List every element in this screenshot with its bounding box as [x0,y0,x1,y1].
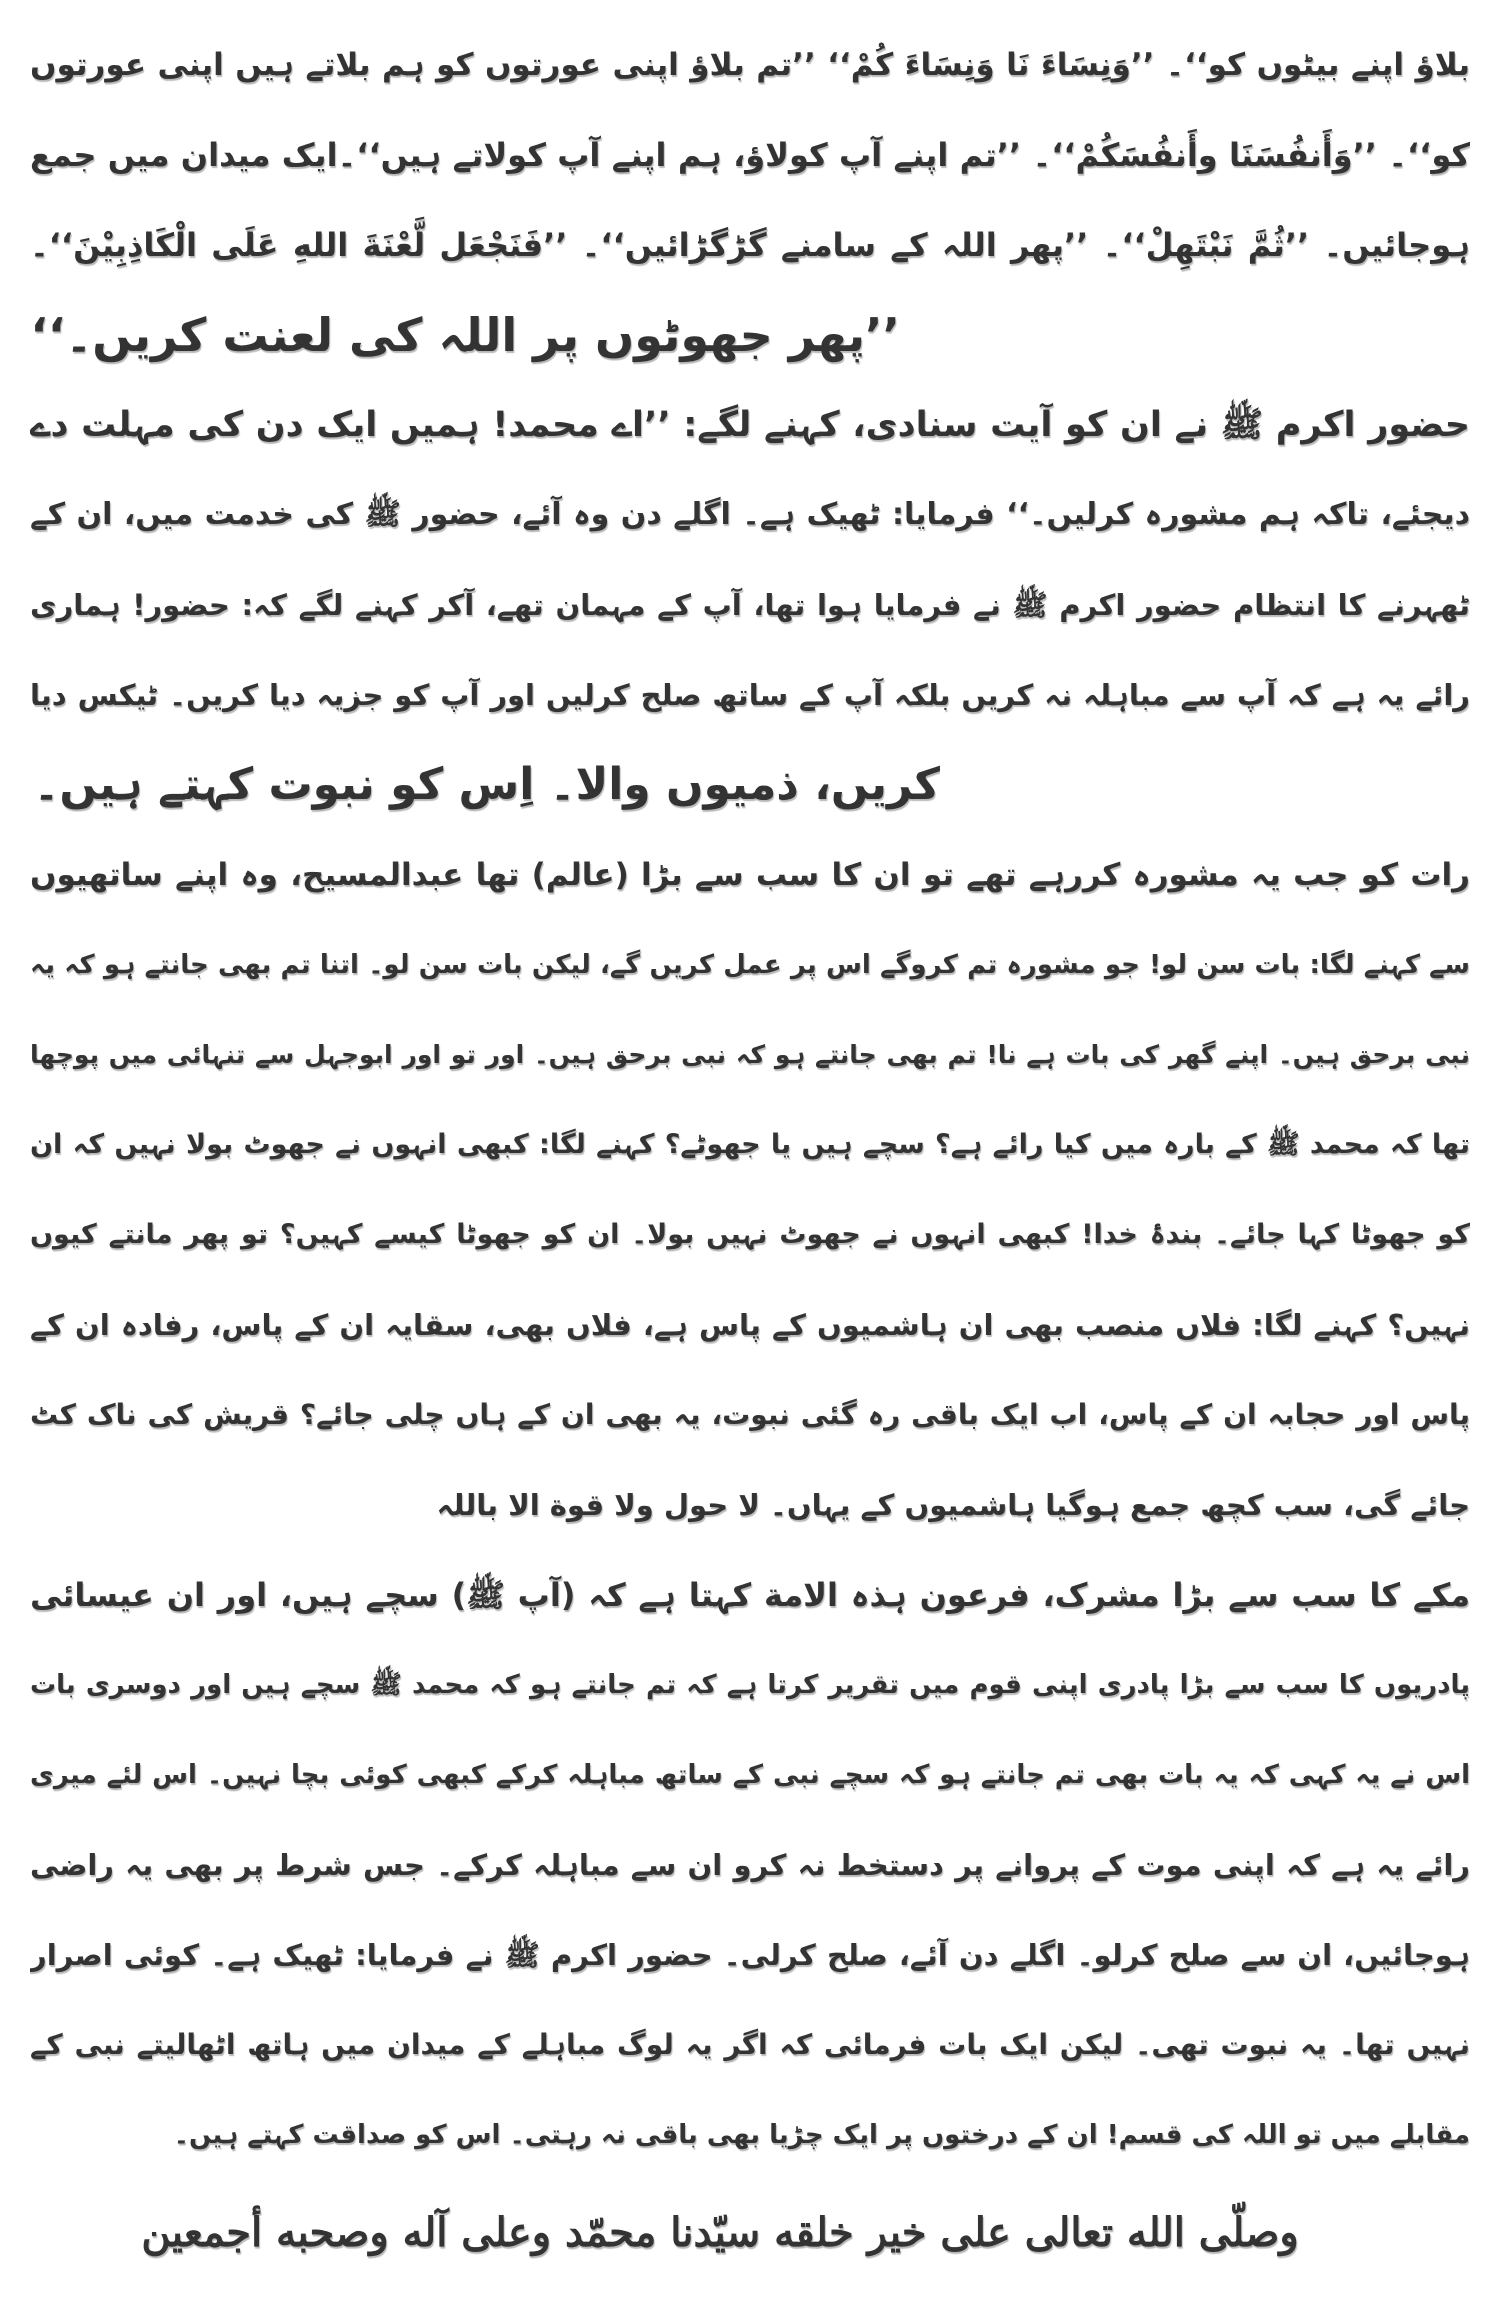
text-line: جائے گی، سب کچھ جمع ہوگیا ہاشمیوں کے یہاں۔ لا حول ولا قوة الا باللہ [436,1488,1470,1522]
text-line: نبی برحق ہیں۔ اپنے گھر کی بات ہے نا! تم بھی جانتے ہو کہ نبی برحق ہیں۔ اور تو اور ابوجہل سے تنہائی میں پوچھا [30,1040,1470,1069]
text-line: ’’پھر جھوٹوں پر اللہ کی لعنت کریں۔‘‘ [30,308,900,362]
closing-salutation: وصلّى الله تعالى على خير خلقه سيّدنا محمّد وعلى آله وصحبه أجمعين [141,2209,1299,2256]
text-line: سے کہنے لگا: بات سن لو! جو مشورہ تم کروگے اس پر عمل کریں گے، لیکن بات سن لو۔ اتنا تم بھی جانتے ہو کہ یہ [30,950,1470,980]
text-line: کو‘‘۔ ’’وَأَنفُسَنَا وأَنفُسَكُمْ‘‘۔ ’’تم اپنے آپ کولاؤ، ہم اپنے آپ کولاتے ہیں‘‘۔ایک میدان میں جمع [30,136,1470,174]
text-line: بلاؤ اپنے بیٹوں کو‘‘۔ ’’وَنِسَاءَ نَا وَنِسَاءَ كُمْ‘‘ ’’تم بلاؤ اپنی عورتوں کو ہم بلاتے ہیں اپنی عورتوں [30,47,1470,83]
paragraph-start-line: حضور اکرم ﷺ نے ان کو آیت سنادی، کہنے لگے: ’’اے محمد! ہمیں ایک دن کی مہلت دے [30,405,1470,445]
text-line: نہیں تھا۔ یہ نبوت تھی۔ لیکن ایک بات فرمائی کہ اگر یہ لوگ مباہلے کے میدان میں ہاتھ اٹھالیتے نبی کے [30,2028,1470,2061]
text-line: ہوجائیں، ان سے صلح کرلو۔ اگلے دن آئے، صلح کرلی۔ حضور اکرم ﷺ نے فرمایا: ٹھیک ہے۔ کوئی اصرار [30,1938,1470,1972]
text-line: کریں، ذمیوں والا۔ اِس کو نبوت کہتے ہیں۔ [33,759,940,810]
text-line: ہوجائیں۔ ’’ثُمَّ نَبْتَهِلْ‘‘۔ ’’پھر اللہ کے سامنے گڑگڑائیں‘‘۔ ’’فَنَجْعَل لَّعْنَةَ اللهِ عَلَى الْكَاذِبِيْنَ‘‘۔ [30,226,1470,264]
paragraph-start-line: رات کو جب یہ مشورہ کررہے تھے تو ان کا سب سے بڑا (عالم) تھا عبدالمسیح، وہ اپنے ساتھیوں [30,857,1470,893]
text-line: پاس اور حجابہ ان کے پاس، اب ایک باقی رہ گئی نبوت، یہ بھی ان کے ہاں چلی جائے؟ قریش کی ناک کٹ [30,1398,1470,1431]
paragraph-start-line: مکے کا سب سے بڑا مشرک، فرعون ہذہ الامة کہتا ہے کہ (آپ ﷺ) سچے ہیں، اور ان عیسائی [30,1576,1470,1614]
text-line: کو جھوٹا کہا جائے۔ بندۂ خدا! کبھی انہوں نے جھوٹ نہیں بولا۔ ان کو جھوٹا کیسے کہیں؟ تو پھر مانتے کیوں [30,1219,1470,1250]
text-line: پادریوں کا سب سے بڑا پادری اپنی قوم میں تقریر کرتا ہے کہ تم جانتے ہو کہ محمد ﷺ سچے ہیں اور دوسری بات [30,1670,1470,1700]
text-line: رائے یہ ہے کہ اپنی موت کے پروانے پر دستخط نہ کرو ان سے مباہلہ کرکے۔ جس شرط پر بھی یہ راضی [30,1848,1470,1882]
text-line: رائے یہ ہے کہ آپ سے مباہلہ نہ کریں بلکہ آپ کے ساتھ صلح کرلیں اور آپ کو جزیہ دیا کریں۔ ٹیکس دیا [30,678,1470,712]
text-line: اس نے یہ کہی کہ یہ بات بھی تم جانتے ہو کہ سچے نبی کے ساتھ مباہلہ کرکے کبھی کوئی بچا نہیں۔ اس لئے میری [30,1760,1470,1790]
text-line: مقابلے میں تو اللہ کی قسم! ان کے درختوں پر ایک چڑیا بھی باقی نہ رہتی۔ اس کو صداقت کہتے ہیں۔ [173,2120,1470,2150]
text-line: ٹھہرنے کا انتظام حضور اکرم ﷺ نے فرمایا ہوا تھا، آپ کے مہمان تھے، آکر کہنے لگے کہ: حضور! ہماری [30,588,1470,622]
text-line: تھا کہ محمد ﷺ کے بارہ میں کیا رائے ہے؟ سچے ہیں یا جھوٹے؟ کہنے لگا: کبھی انہوں نے جھوٹ بولا نہیں کہ ان [30,1129,1470,1160]
text-line: دیجئے، تاکہ ہم مشورہ کرلیں۔‘‘ فرمایا: ٹھیک ہے۔ اگلے دن وہ آئے، حضور ﷺ کی خدمت میں، ان کے [30,497,1470,532]
text-line: نہیں؟ کہنے لگا: فلاں منصب بھی ان ہاشمیوں کے پاس ہے، فلاں بھی، سقایہ ان کے پاس، رفادہ ان کے [30,1308,1470,1342]
